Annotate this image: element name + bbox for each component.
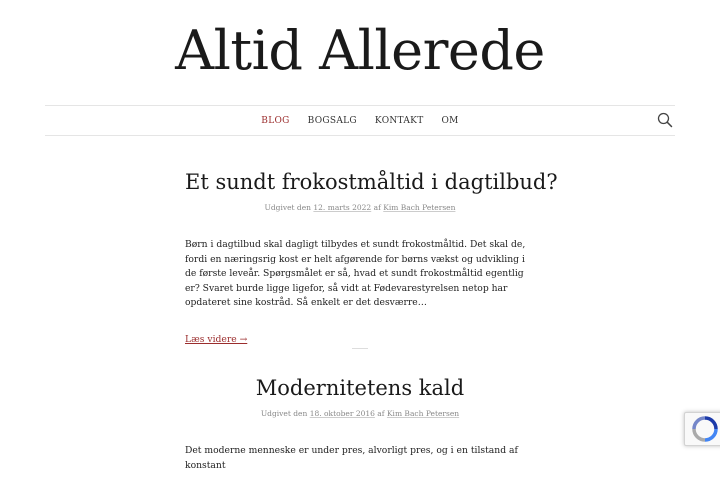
read-more-link[interactable]: Læs videre →: [185, 333, 248, 345]
post-date-link[interactable]: 18. oktober 2016: [309, 409, 375, 418]
nav-item-om[interactable]: OM: [441, 115, 459, 126]
nav-menu: [45, 106, 675, 135]
meta-by: af: [373, 203, 381, 212]
post-author-link[interactable]: Kim Bach Petersen: [386, 409, 460, 418]
post-1: [185, 170, 558, 346]
nav-item-blog[interactable]: BLOG: [261, 115, 290, 126]
recaptcha-badge[interactable]: [684, 412, 720, 446]
meta-prefix: Udgivet den: [260, 409, 308, 418]
meta-by: af: [377, 409, 385, 418]
search-button[interactable]: [657, 112, 673, 128]
nav-item-bogsalg[interactable]: BOGSALG: [307, 115, 357, 126]
site-title[interactable]: Altid Allerede: [175, 19, 545, 82]
search-icon: [657, 112, 673, 128]
meta-prefix: Udgivet den: [264, 203, 311, 212]
post-excerpt: Det moderne menneske er under pres, alvorligt pres, og i en tilstand af konstant: [185, 445, 518, 471]
post-2: [185, 376, 535, 482]
main-navigation: [45, 105, 675, 136]
nav-item-kontakt[interactable]: KONTAKT: [374, 115, 424, 126]
post-separator: [352, 348, 368, 349]
post-author-link[interactable]: Kim Bach Petersen: [383, 203, 456, 212]
post-title[interactable]: Et sundt frokostmåltid i dagtilbud?: [185, 170, 558, 194]
post-title[interactable]: Modernitetens kald: [255, 376, 465, 400]
post-meta: [185, 203, 535, 212]
post-excerpt: Børn i dagtilbud skal dagligt tilbydes et sundt frokostmåltid. Det skal de, fordi en næringsrig kost er helt afgørende for børns vækst og udvikling i de første leveår. Spørgsmålet er så, hvad et sundt frokostmåltid egentlig er? Svaret burde ligge ligefor, så vidt at Fødevarestyrelsen netop har opdateret sine kostråd. Så enkelt er det desværre…: [185, 239, 526, 308]
recaptcha-icon: [690, 414, 720, 444]
post-meta: [185, 409, 535, 418]
post-date-link[interactable]: 12. marts 2022: [313, 203, 372, 212]
